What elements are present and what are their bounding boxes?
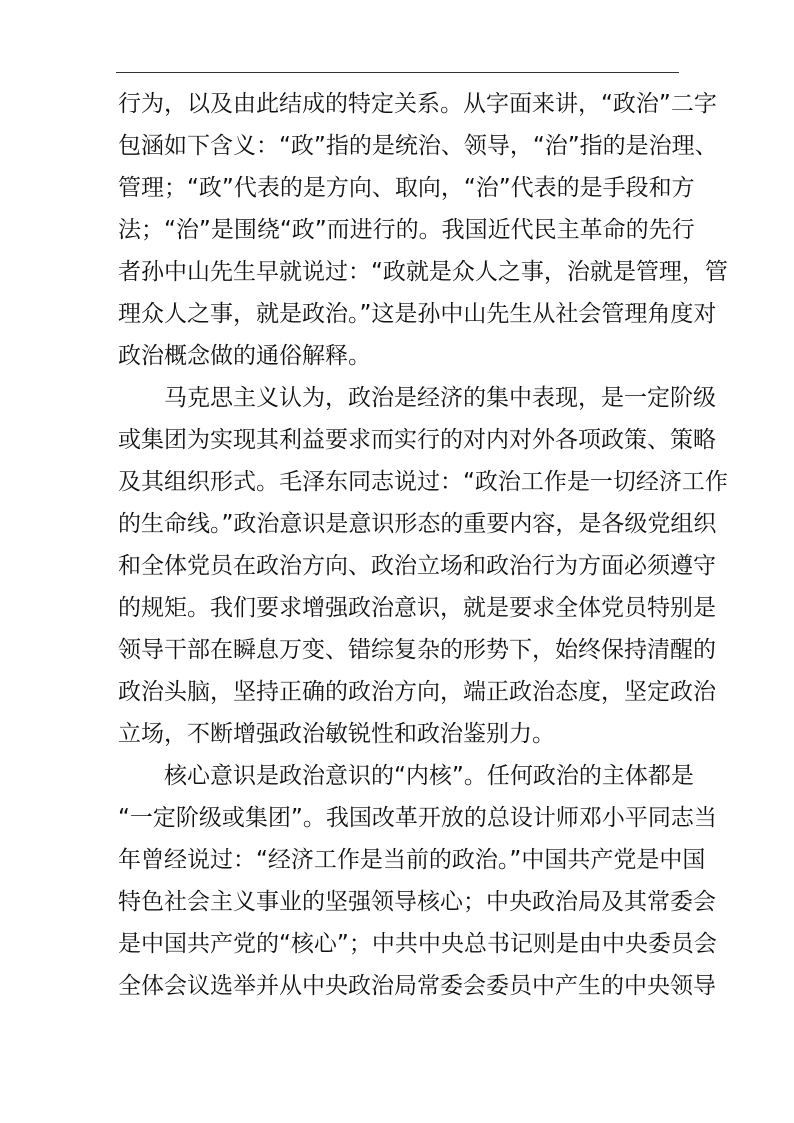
header-rule — [116, 72, 679, 73]
text-line: 及其组织形式。毛泽东同志说过：“政治工作是一切经济工作 — [118, 469, 728, 495]
text-line: 理众人之事，就是政治。”这是孙中山先生从社会管理角度对 — [118, 301, 717, 327]
text-line: 年曾经说过：“经济工作是当前的政治。”中国共产党是中国 — [118, 847, 706, 873]
text-line: 全体会议选举并从中央政治局常委会委员中产生的中央领导 — [118, 973, 716, 999]
text-line: 领导干部在瞬息万变、错综复杂的形势下，始终保持清醒的 — [118, 637, 716, 663]
text-line: 法；“治”是围绕“政”而进行的。我国近代民主革命的先行 — [118, 217, 695, 243]
text-line: 立场，不断增强政治敏锐性和政治鉴别力。 — [118, 721, 555, 747]
text-line: 行为，以及由此结成的特定关系。从字面来讲，“政治”二字 — [118, 91, 717, 117]
document-body — [118, 83, 728, 1007]
text-line: 包涵如下含义：“政”指的是统治、领导，“治”指的是治理、 — [118, 133, 718, 159]
text-line: 是中国共产党的“核心”；中共中央总书记则是由中央委员会 — [118, 931, 717, 957]
paragraph-first-line: 马克思主义认为，政治是经济的集中表现，是一定阶级 — [164, 385, 716, 411]
text-line: 管理；“政”代表的是方向、取向，“治”代表的是手段和方 — [118, 175, 695, 201]
text-line: 政治概念做的通俗解释。 — [118, 343, 371, 369]
text-line: “一定阶级或集团”。我国改革开放的总设计师邓小平同志当 — [118, 805, 717, 831]
text-line: 和全体党员在政治方向、政治立场和政治行为方面必须遵守 — [118, 553, 716, 579]
paragraph-first-line: 核心意识是政治意识的“内核”。任何政治的主体都是 — [164, 763, 694, 789]
text-line: 者孙中山先生早就说过：“政就是众人之事，治就是管理，管 — [118, 259, 728, 285]
text-line: 或集团为实现其利益要求而实行的对内对外各项政策、策略 — [118, 427, 716, 453]
text-line: 的规矩。我们要求增强政治意识，就是要求全体党员特别是 — [118, 595, 716, 621]
text-line: 的生命线。”政治意识是意识形态的重要内容，是各级党组织 — [118, 511, 717, 537]
text-line: 特色社会主义事业的坚强领导核心；中央政治局及其常委会 — [118, 889, 716, 915]
text-line: 政治头脑，坚持正确的政治方向，端正政治态度，坚定政治 — [118, 679, 716, 705]
